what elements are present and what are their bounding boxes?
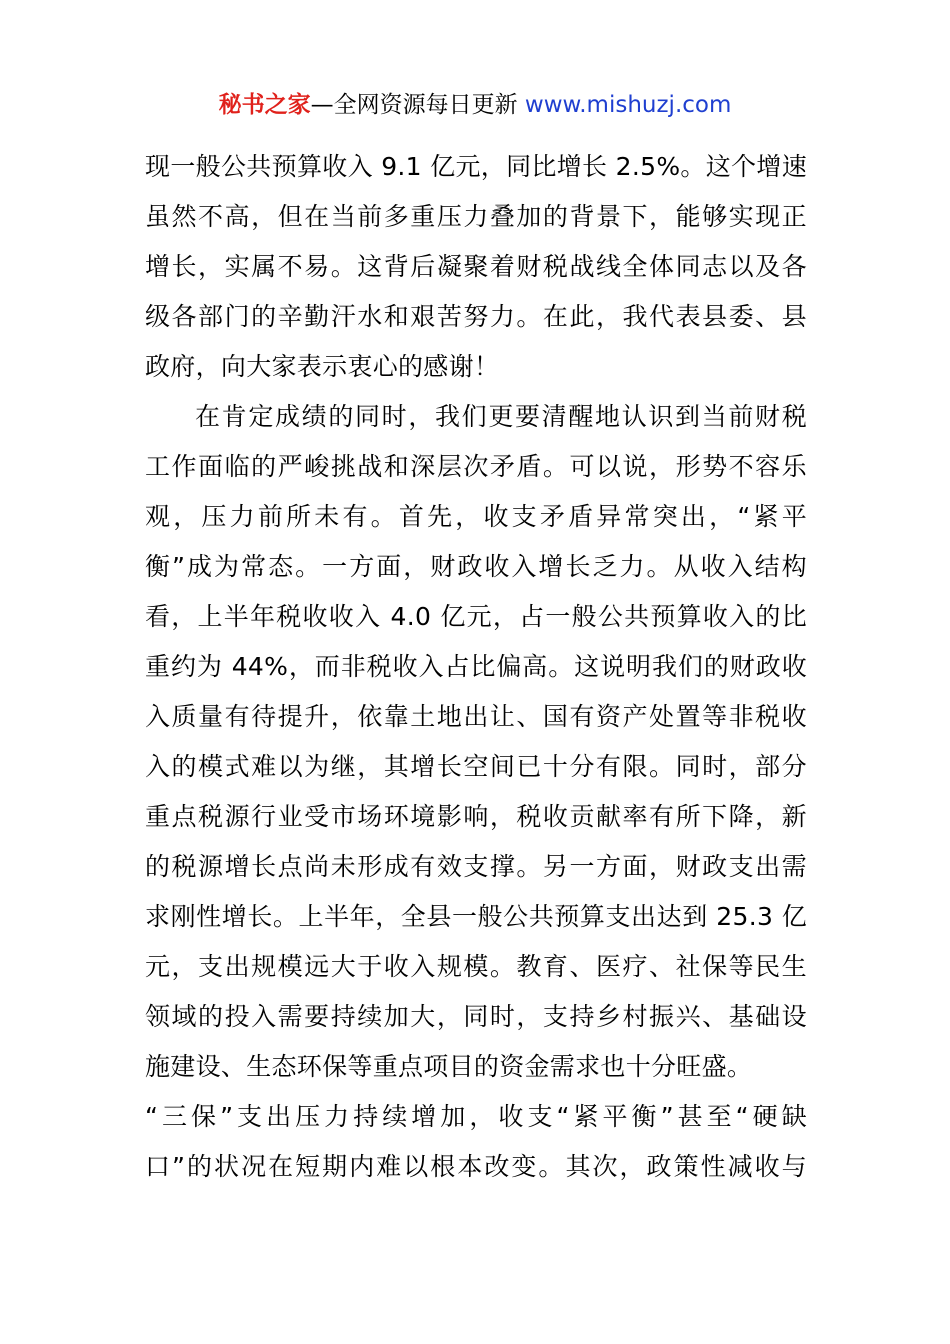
header-tagline: —全网资源每日更新 [310,92,525,118]
text-line: 现一般公共预算收入 9.1 亿元，同比增长 2.5%。这个增速 [145,152,807,181]
text-line: 增长，实属不易。这背后凝聚着财税战线全体同志以及各 [145,252,807,281]
brand-name: 秘书之家 [218,92,311,118]
text-line: 施建设、生态环保等重点项目的资金需求也十分旺盛。 [145,1052,753,1081]
text-line: 工作面临的严峻挑战和深层次矛盾。可以说，形势不容乐 [145,452,807,481]
text-line: 的税源增长点尚未形成有效支撑。另一方面，财政支出需 [145,852,807,881]
text-line: 领域的投入需要持续加大，同时，支持乡村振兴、基础设 [145,1002,807,1031]
text-line: 求刚性增长。上半年，全县一般公共预算支出达到 25.3 亿 [145,902,807,931]
document-body [145,142,807,1192]
text-line: 元，支出规模远大于收入规模。教育、医疗、社保等民生 [145,952,807,981]
paragraph-2 [145,392,807,1192]
text-line: 入的模式难以为继，其增长空间已十分有限。同时，部分 [145,752,807,781]
text-line: 入质量有待提升，依靠土地出让、国有资产处置等非税收 [145,702,807,731]
text-line: 重约为 44%，而非税收入占比偏高。这说明我们的财政收 [145,652,807,681]
site-url-link[interactable]: www.mishuzj.com [524,92,732,118]
paragraph-1 [145,142,807,392]
text-line: 重点税源行业受市场环境影响，税收贡献率有所下降，新 [145,802,807,831]
text-line: “三保”支出压力持续增加，收支“紧平衡”甚至“硬缺 [145,1102,807,1131]
text-line: 衡”成为常态。一方面，财政收入增长乏力。从收入结构 [145,552,807,581]
text-line: 政府，向大家表示衷心的感谢！ [145,352,500,381]
text-line: 级各部门的辛勤汗水和艰苦努力。在此，我代表县委、县 [145,302,807,331]
text-line: 看，上半年税收收入 4.0 亿元，占一般公共预算收入的比 [145,602,807,631]
text-line: 观，压力前所未有。首先，收支矛盾异常突出，“紧平 [145,502,807,531]
text-line: 口”的状况在短期内难以根本改变。其次，政策性减收与 [145,1152,807,1181]
text-line: 在肯定成绩的同时，我们更要清醒地认识到当前财税 [195,402,807,431]
page-header [0,88,950,122]
text-line: 虽然不高，但在当前多重压力叠加的背景下，能够实现正 [145,202,807,231]
